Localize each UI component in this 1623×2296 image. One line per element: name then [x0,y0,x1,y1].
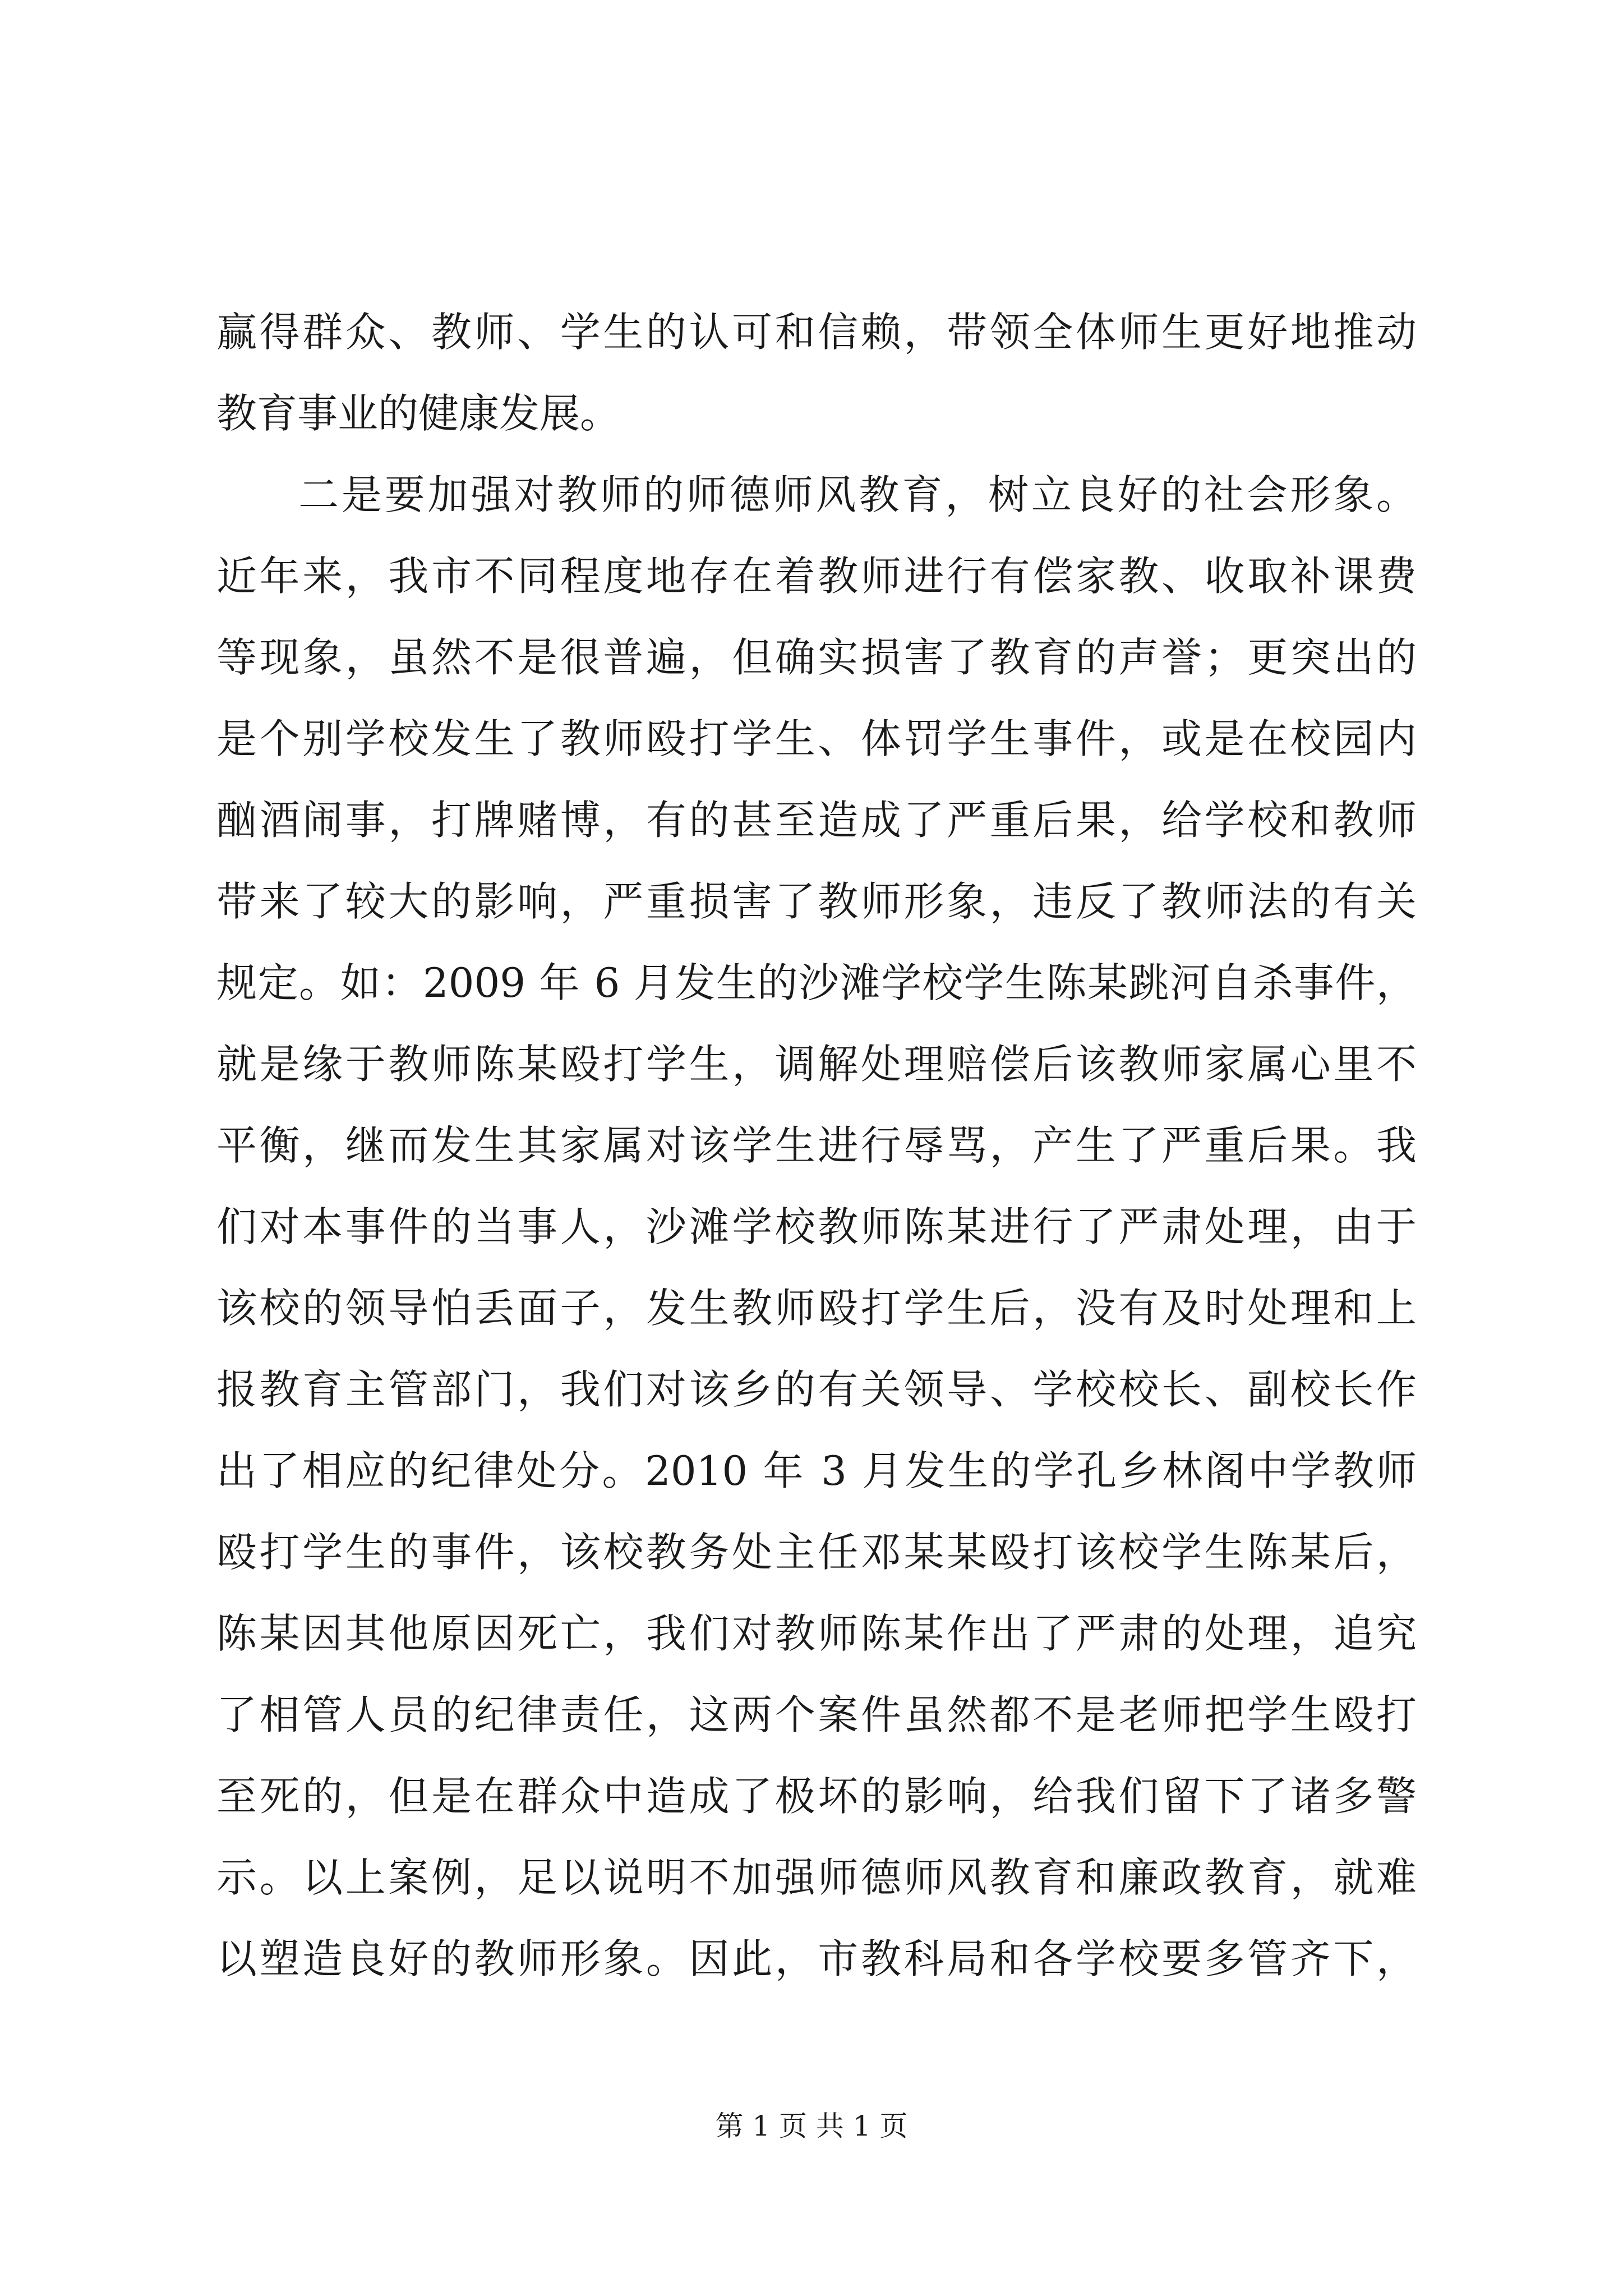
text-line: 陈某因其他原因死亡，我们对教师陈某作出了严肃的处理，追究 [216,1610,1417,1657]
text-line: 教育事业的健康发展。 [216,390,621,437]
document-body [216,292,1417,2000]
text-line: 以塑造良好的教师形象。因此，市教科局和各学校要多管齐下， [216,1935,1417,1982]
text-line: 们对本事件的当事人，沙滩学校教师陈某进行了严肃处理，由于 [216,1203,1417,1250]
text-line: 是个别学校发生了教师殴打学生、体罚学生事件，或是在校园内 [216,715,1417,762]
text-line: 平衡，继而发生其家属对该学生进行辱骂，产生了严重后果。我 [216,1122,1417,1169]
text-line: 规定。如：2009 年 6 月发生的沙滩学校学生陈某跳河自杀事件， [216,959,1417,1006]
text-line: 近年来，我市不同程度地存在着教师进行有偿家教、收取补课费 [216,553,1417,600]
text-line: 了相管人员的纪律责任，这两个案件虽然都不是老师把学生殴打 [216,1691,1417,1738]
text-line: 示。以上案例，足以说明不加强师德师风教育和廉政教育，就难 [216,1854,1417,1901]
text-line: 酗酒闹事，打牌赌博，有的甚至造成了严重后果，给学校和教师 [216,797,1417,844]
page-footer: 第 1 页 共 1 页 [715,2110,908,2142]
text-line: 殴打学生的事件，该校教务处主任邓某某殴打该校学生陈某后， [216,1529,1417,1576]
text-line: 至死的，但是在群众中造成了极坏的影响，给我们留下了诸多警 [216,1773,1417,1820]
text-line: 出了相应的纪律处分。2010 年 3 月发生的学孔乡林阁中学教师 [216,1447,1417,1494]
text-line: 等现象，虽然不是很普遍，但确实损害了教育的声誉；更突出的 [216,634,1417,681]
text-line: 报教育主管部门，我们对该乡的有关领导、学校校长、副校长作 [216,1366,1417,1413]
text-line: 带来了较大的影响，严重损害了教师形象，违反了教师法的有关 [216,878,1417,925]
paragraph-first-line: 二是要加强对教师的师德师风教育，树立良好的社会形象。 [298,471,1417,518]
text-line: 该校的领导怕丢面子，发生教师殴打学生后，没有及时处理和上 [216,1285,1417,1332]
text-line: 赢得群众、教师、学生的认可和信赖，带领全体师生更好地推动 [216,309,1417,356]
text-line: 就是缘于教师陈某殴打学生，调解处理赔偿后该教师家属心里不 [216,1041,1417,1088]
